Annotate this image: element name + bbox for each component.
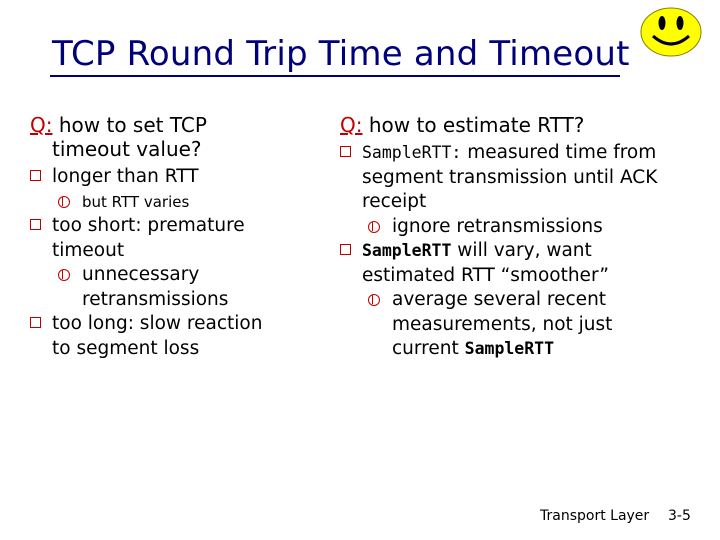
- question-text: how to set TCP: [58, 113, 207, 137]
- bullet-text-cont: segment transmission until ACK: [362, 166, 658, 188]
- slide-title: TCP Round Trip Time and Timeout: [52, 34, 630, 74]
- bullet-item: [340, 239, 710, 288]
- question-text-cont: timeout value?: [52, 137, 202, 161]
- question-mark-label: Q:: [340, 113, 363, 137]
- sub-bullet-text-cont: retransmissions: [82, 288, 229, 310]
- sub-bullet-text-cont: measurements, not just: [392, 313, 613, 335]
- bullet-text-cont: receipt: [362, 191, 427, 212]
- sub-bullet-text: ignore retransmissions: [392, 215, 603, 237]
- code-term: SampleRTT: [464, 339, 555, 358]
- question-text: how to estimate RTT?: [368, 113, 585, 137]
- footer-page-number: 3-5: [668, 508, 691, 524]
- bullet-text: measured time from: [467, 142, 657, 163]
- bullet-text: will vary, want: [457, 240, 592, 261]
- circle-bullet-icon: [368, 221, 380, 233]
- sub-bullet-text: unnecessary: [82, 264, 200, 285]
- bullet-text: too long: slow reaction: [52, 313, 263, 334]
- bullet-text: too short: premature: [52, 215, 245, 236]
- left-question: [30, 113, 310, 161]
- circle-bullet-icon: [368, 294, 380, 306]
- sub-bullet-item: [52, 190, 310, 215]
- square-bullet-icon: [30, 170, 41, 181]
- bullet-item: [340, 141, 710, 215]
- sub-bullet-item: [362, 288, 710, 362]
- square-bullet-icon: [30, 219, 41, 230]
- left-column: [30, 113, 310, 361]
- circle-bullet-icon: [58, 196, 70, 208]
- bullet-text: longer than RTT: [52, 166, 199, 187]
- square-bullet-icon: [340, 244, 351, 255]
- sub-bullet-text: average several recent: [392, 289, 607, 310]
- right-question: [340, 113, 710, 137]
- bullet-item: [30, 165, 310, 190]
- bullet-item: [30, 312, 310, 361]
- right-column: [340, 113, 710, 362]
- sub-bullet-text: but RTT varies: [82, 192, 190, 211]
- sub-bullet-text-cont: current: [392, 338, 459, 359]
- square-bullet-icon: [340, 146, 351, 157]
- bullet-text-cont: timeout: [52, 239, 125, 261]
- circle-bullet-icon: [58, 269, 70, 281]
- smiley-face-icon: [639, 6, 703, 58]
- footer-section-label: Transport Layer: [540, 508, 650, 524]
- sub-bullet-item: [362, 215, 710, 240]
- sub-bullet-item: [52, 263, 310, 312]
- square-bullet-icon: [30, 317, 41, 328]
- bullet-text-cont: to segment loss: [52, 337, 200, 359]
- bullet-item: [30, 214, 310, 263]
- bullet-text-cont: estimated RTT “smoother”: [362, 264, 609, 286]
- code-term: SampleRTT: [362, 241, 452, 260]
- code-term: SampleRTT:: [362, 143, 462, 162]
- title-underline: [50, 75, 620, 77]
- question-mark-label: Q:: [30, 113, 53, 137]
